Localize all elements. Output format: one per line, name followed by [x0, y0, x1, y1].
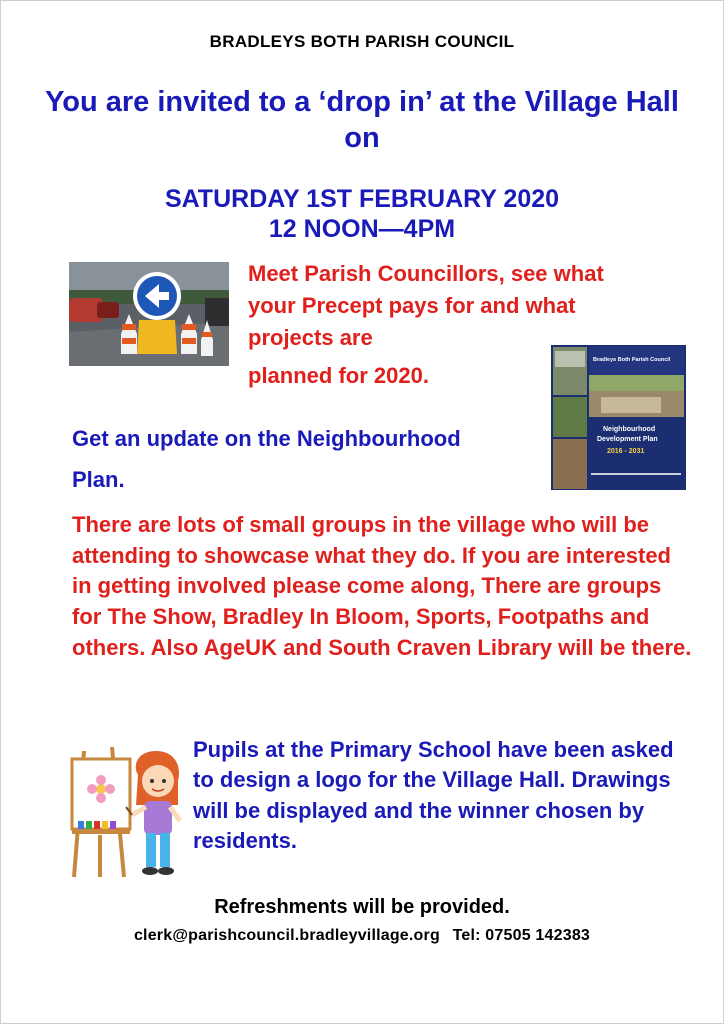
council-name: BRADLEYS BOTH PARISH COUNCIL: [209, 32, 515, 51]
invite-heading: You are invited to a ‘drop in’ at the Village Hall on: [45, 86, 679, 154]
booklet-years: 2016 - 2031: [607, 448, 645, 455]
groups-paragraph: There are lots of small groups in the village who will be attending to showcase what they do. If you are interested in getting involved please come along, There are groups for The Show, Bradley In Bloom, Sports, Footpaths and others. Also AgeUK and South Craven Library will be there.: [72, 512, 692, 660]
road-bollard-photo: [69, 262, 229, 366]
neighbourhood-plan-text: Get an update on the Neighbourhood: [72, 426, 461, 451]
girl-painting-illustration: [66, 745, 190, 885]
event-date: SATURDAY 1ST FEBRUARY 2020: [164, 185, 560, 213]
booklet-title-line2: Development Plan: [597, 436, 658, 443]
neighbourhood-plan-text-2: Plan.: [72, 467, 125, 492]
booklet-publisher: Bradleys Both Parish Council: [593, 357, 671, 363]
contact-email[interactable]: clerk@parishcouncil.bradleyvillage.org: [133, 927, 440, 944]
contact-line: [0, 927, 724, 945]
refreshments-text: Refreshments will be provided.: [214, 896, 510, 918]
planned-text: planned for 2020.: [248, 363, 429, 388]
meet-councillors-text: Meet Parish Councillors, see what your Precept pays for and what projects are: [248, 261, 604, 350]
event-time: 12 NOON—4PM: [268, 215, 456, 243]
booklet-title-line1: Neighbourhood: [603, 426, 656, 433]
contact-phone: Tel: 07505 142383: [452, 927, 591, 944]
pupils-paragraph: Pupils at the Primary School have been asked to design a logo for the Village Hall. Drawings will be displayed and the winner chosen by residents.: [193, 737, 674, 853]
development-plan-booklet: [551, 345, 686, 490]
